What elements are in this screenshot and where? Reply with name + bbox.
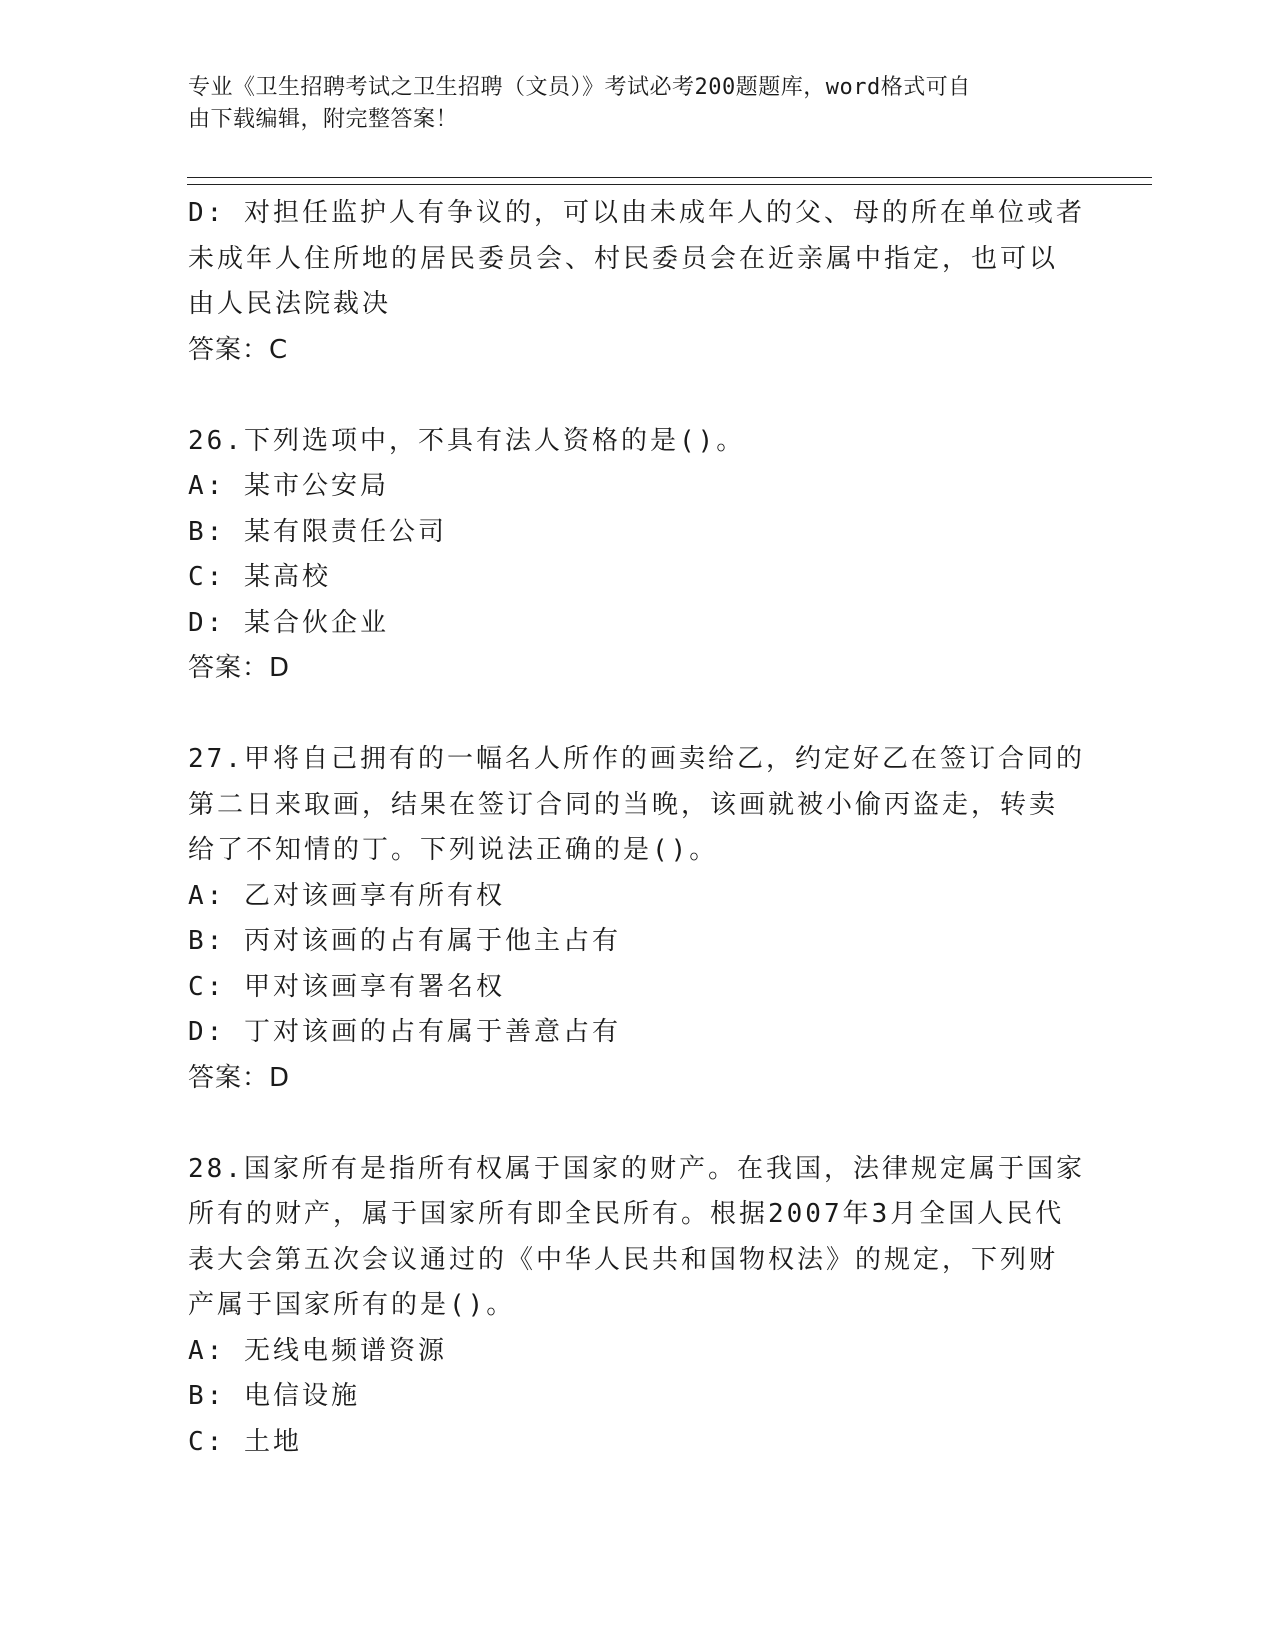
option-d: D: 丁对该画的占有属于善意占有 [188,1017,621,1047]
question-stem: 28.国家所有是指所有权属于国家的财产。在我国，法律规定属于国家 [188,1153,1085,1184]
option-a: A: 无线电频谱资源 [188,1335,447,1366]
answer-line: 答案：C [188,334,289,365]
option-c: C: 甲对该画享有署名权 [188,971,505,1002]
question-stem: 所有的财产，属于国家所有即全民所有。根据2007年3月全国人民代 [188,1199,1065,1229]
option-a: A: 乙对该画享有所有权 [188,880,505,911]
header-double-rule [187,177,1152,185]
question-stem: 27.甲将自己拥有的一幅名人所作的画卖给乙，约定好乙在签订合同的 [188,744,1085,774]
question-stem: 26.下列选项中，不具有法人资格的是()。 [188,425,746,456]
spacer [188,373,1078,419]
question-26 [188,419,1078,692]
answer-line: 答案：D [188,1062,291,1093]
question-stem: 表大会第五次会议通过的《中华人民共和国物权法》的规定，下列财 [188,1244,1059,1275]
spacer [188,1101,1078,1147]
option-b: B: 丙对该画的占有属于他主占有 [188,926,621,956]
question-stem: 产属于国家所有的是()。 [188,1290,516,1320]
question-stem: 给了不知情的丁。下列说法正确的是()。 [188,835,719,865]
option-c: C: 某高校 [188,562,331,592]
prev-question-continuation [188,191,1085,373]
answer-line: 答案：D [188,653,291,683]
option-d-line: 由人民法院裁决 [188,289,392,319]
question-content [188,191,1085,1465]
option-d: D: 某合伙企业 [188,607,389,638]
question-28 [188,1147,1085,1466]
option-b: B: 电信设施 [188,1381,360,1411]
question-27 [188,737,1085,1101]
option-d-line: 未成年人住所地的居民委员会、村民委员会在近亲属中指定，也可以 [188,243,1059,274]
question-stem: 第二日来取画，结果在签订合同的当晚，该画就被小偷丙盗走，转卖 [188,789,1059,820]
document-header [188,72,1068,136]
option-c: C: 土地 [188,1426,302,1457]
option-b: B: 某有限责任公司 [188,516,447,547]
option-d-line: D: 对担任监护人有争议的，可以由未成年人的父、母的所在单位或者 [188,198,1085,228]
header-line-1: 专业《卫生招聘考试之卫生招聘（文员）》考试必考200题题库，word格式可自 [188,75,971,100]
spacer [188,692,1078,738]
header-line-2: 由下载编辑，附完整答案！ [188,107,459,132]
option-a: A: 某市公安局 [188,471,389,501]
